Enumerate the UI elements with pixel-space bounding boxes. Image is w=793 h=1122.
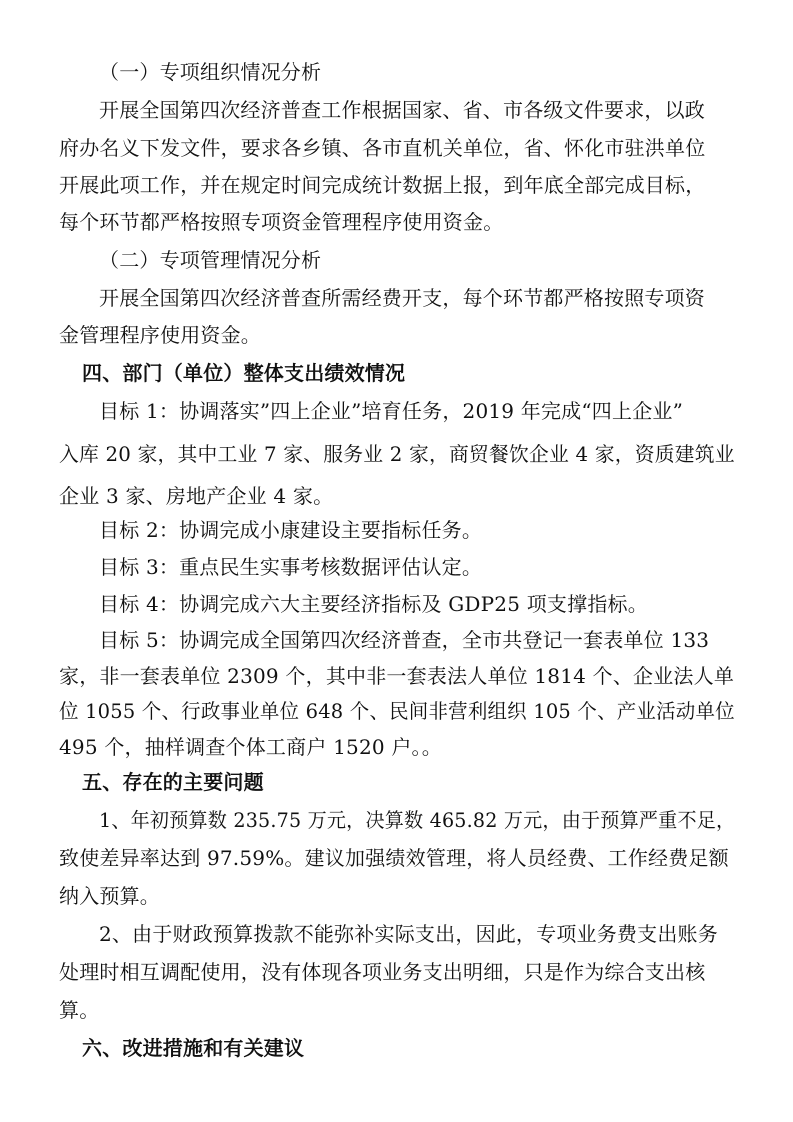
problem-2-line: 处理时相互调配使用，没有体现各项业务支出明细，只是作为综合支出核 [59,960,706,984]
goal-2: 目标 2：协调完成小康建设主要指标任务。 [99,518,483,542]
goal-5-line: 家，非一套表单位 2309 个，其中非一套表法人单位 1814 个、企业法人单 [59,664,735,688]
goal-5-line: 495 个，抽样调查个体工商户 1520 户。。 [59,735,442,759]
paragraph-line: 开展此项工作，并在规定时间完成统计数据上报，到年底全部完成目标， [59,173,706,197]
goal-4: 目标 4：协调完成六大主要经济指标及 GDP25 项支撑指标。 [99,592,648,616]
goal-1-line: 企业 3 家、房地产企业 4 家。 [59,484,334,508]
paragraph-line: 府办名义下发文件，要求各乡镇、各市直机关单位，省、怀化市驻洪单位 [59,136,706,160]
section-heading-4: 四、部门（单位）整体支出绩效情况 [82,361,406,385]
goal-1-line: 目标 1：协调落实”四上企业”培育任务，2019 年完成“四上企业” [99,399,684,423]
subheading-special-organization: （一）专项组织情况分析 [99,60,322,84]
problem-2-line: 算。 [59,998,100,1022]
paragraph-line: 开展全国第四次经济普查所需经费开支，每个环节都严格按照专项资 [99,286,705,310]
paragraph-line: 金管理程序使用资金。 [59,323,261,347]
section-heading-6: 六、改进措施和有关建议 [82,1036,305,1060]
problem-2-line: 2、由于财政预算拨款不能弥补实际支出，因此，专项业务费支出账务 [99,922,718,946]
subheading-special-management: （二）专项管理情况分析 [99,248,322,272]
problem-1-line: 致使差异率达到 97.59%。建议加强绩效管理，将人员经费、工作经费足额 [59,846,729,870]
problem-1-line: 1、年初预算数 235.75 万元，决算数 465.82 万元，由于预算严重不足， [99,808,736,832]
goal-1-line: 入库 20 家，其中工业 7 家、服务业 2 家，商贸餐饮企业 4 家，资质建筑业 [59,442,735,466]
section-heading-5: 五、存在的主要问题 [82,770,264,794]
goal-5-line: 目标 5：协调完成全国第四次经济普查，全市共登记一套表单位 133 [99,628,710,652]
goal-5-line: 位 1055 个、行政事业单位 648 个、民间非营利组织 105 个、产业活动单位 [59,699,735,723]
problem-1-line: 纳入预算。 [59,884,160,908]
paragraph-line: 开展全国第四次经济普查工作根据国家、省、市各级文件要求，以政 [99,98,705,122]
goal-3: 目标 3：重点民生实事考核数据评估认定。 [99,555,483,579]
paragraph-line: 每个环节都严格按照专项资金管理程序使用资金。 [59,210,504,234]
